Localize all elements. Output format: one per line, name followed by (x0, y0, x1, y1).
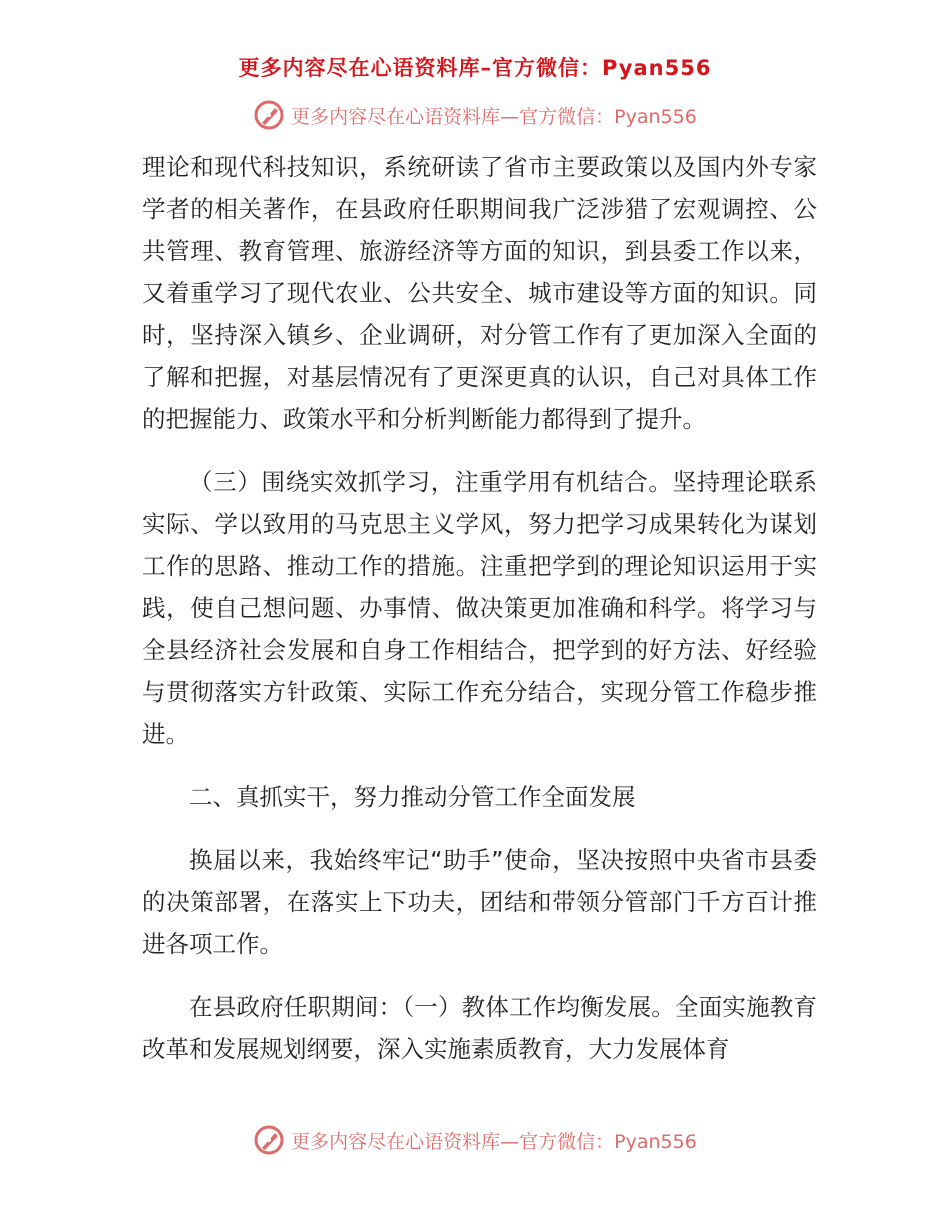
watermark-text: 更多内容尽在心语资料库—官方微信：Pyan556 (291, 1130, 697, 1153)
paragraph: 在县政府任职期间：（一）教体工作均衡发展。全面实施教育改革和发展规划纲要，深入实施素质教育，大力发展体育 (142, 993, 817, 1063)
pen-circle-logo-icon (253, 99, 285, 131)
pen-circle-logo-icon (253, 1124, 285, 1156)
watermark-bottom (0, 1124, 950, 1156)
header-banner: 更多内容尽在心语资料库–官方微信：Pyan556 (238, 56, 712, 80)
paragraph: （三）围绕实效抓学习，注重学用有机结合。坚持理论联系实际、学以致用的马克思主义学风，努力把学习成果转化为谋划工作的思路、推动工作的措施。注重把学到的理论知识运用于实践，使自己想问题、办事情、做决策更加准确和科学。将学习与全县经济社会发展和自身工作相结合，把学到的好方法、好经验与贯彻落实方针政策、实际工作充分结合，实现分管工作稳步推进。 (142, 468, 817, 748)
document-body (142, 146, 817, 1070)
paragraph: 换届以来，我始终牢记“助手”使命，坚决按照中央省市县委的决策部署，在落实上下功夫，团结和带领分管部门千方百计推进各项工作。 (142, 846, 817, 958)
section-heading: 二、真抓实干，努力推动分管工作全面发展 (189, 783, 636, 811)
watermark-top (0, 99, 950, 131)
watermark-text: 更多内容尽在心语资料库—官方微信：Pyan556 (291, 105, 697, 128)
paragraph: 理论和现代科技知识，系统研读了省市主要政策以及国内外专家学者的相关著作，在县政府任职期间我广泛涉猎了宏观调控、公共管理、教育管理、旅游经济等方面的知识，到县委工作以来，又着重学习了现代农业、公共安全、城市建设等方面的知识。同时，坚持深入镇乡、企业调研，对分管工作有了更加深入全面的了解和把握，对基层情况有了更深更真的认识，自己对具体工作的把握能力、政策水平和分析判断能力都得到了提升。 (142, 153, 817, 433)
